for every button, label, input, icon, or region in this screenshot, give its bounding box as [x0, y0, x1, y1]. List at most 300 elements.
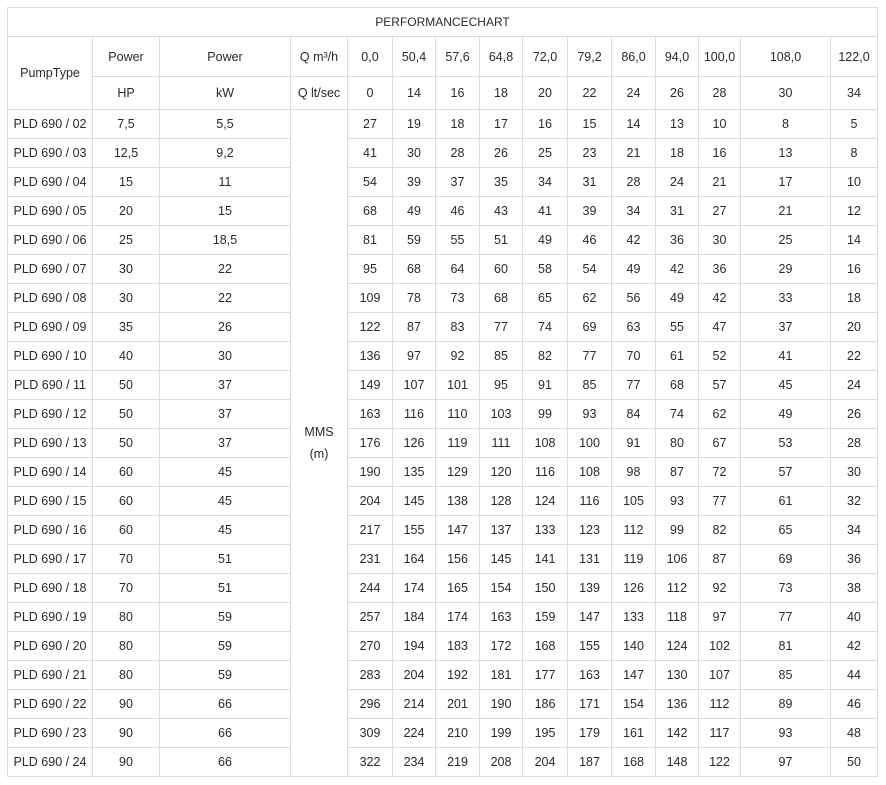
power-hp-cell: 60 — [93, 458, 160, 487]
head-value-cell: 57 — [699, 371, 741, 400]
head-value-cell: 122 — [348, 313, 393, 342]
head-value-cell: 46 — [436, 197, 480, 226]
head-value-cell: 179 — [568, 719, 612, 748]
power-hp-cell: 35 — [93, 313, 160, 342]
head-value-cell: 8 — [831, 139, 878, 168]
power-hp-cell: 80 — [93, 603, 160, 632]
head-value-cell: 95 — [348, 255, 393, 284]
head-value-cell: 29 — [741, 255, 831, 284]
head-value-cell: 101 — [436, 371, 480, 400]
power-hp-cell: 50 — [93, 400, 160, 429]
power-hp-cell: 7,5 — [93, 110, 160, 139]
head-value-cell: 82 — [699, 516, 741, 545]
head-value-cell: 85 — [741, 661, 831, 690]
head-value-cell: 184 — [393, 603, 436, 632]
head-value-cell: 48 — [831, 719, 878, 748]
q-m3h-header: Q m³/h — [291, 37, 348, 77]
head-value-cell: 99 — [656, 516, 699, 545]
power-kw-cell: 22 — [160, 284, 291, 313]
pump-type-cell: PLD 690 / 21 — [8, 661, 93, 690]
head-value-cell: 51 — [480, 226, 523, 255]
head-value-cell: 309 — [348, 719, 393, 748]
table-row — [8, 110, 878, 139]
head-value-cell: 163 — [568, 661, 612, 690]
head-value-cell: 204 — [348, 487, 393, 516]
q-lsec-value: 18 — [480, 77, 523, 110]
q-m3h-value: 122,0 — [831, 37, 878, 77]
table-row — [8, 284, 878, 313]
head-value-cell: 145 — [393, 487, 436, 516]
table-row — [8, 197, 878, 226]
head-value-cell: 65 — [523, 284, 568, 313]
power-kw-cell: 37 — [160, 429, 291, 458]
pump-type-cell: PLD 690 / 19 — [8, 603, 93, 632]
head-value-cell: 42 — [612, 226, 656, 255]
pump-type-cell: PLD 690 / 03 — [8, 139, 93, 168]
q-lsec-value: 26 — [656, 77, 699, 110]
head-value-cell: 62 — [568, 284, 612, 313]
head-value-cell: 49 — [741, 400, 831, 429]
head-value-cell: 18 — [436, 110, 480, 139]
table-row — [8, 342, 878, 371]
head-value-cell: 42 — [699, 284, 741, 313]
q-lsec-value: 0 — [348, 77, 393, 110]
power-kw-cell: 45 — [160, 458, 291, 487]
power-kw-cell: 5,5 — [160, 110, 291, 139]
head-value-cell: 187 — [568, 748, 612, 777]
head-value-cell: 117 — [699, 719, 741, 748]
head-value-cell: 163 — [348, 400, 393, 429]
power-kw-cell: 37 — [160, 371, 291, 400]
head-value-cell: 93 — [741, 719, 831, 748]
power-hp-cell: 90 — [93, 748, 160, 777]
head-value-cell: 224 — [393, 719, 436, 748]
head-value-cell: 31 — [656, 197, 699, 226]
head-value-cell: 55 — [436, 226, 480, 255]
performance-table-body — [8, 110, 878, 777]
table-row — [8, 661, 878, 690]
head-value-cell: 46 — [568, 226, 612, 255]
head-value-cell: 139 — [568, 574, 612, 603]
head-value-cell: 165 — [436, 574, 480, 603]
head-value-cell: 16 — [831, 255, 878, 284]
head-value-cell: 18 — [656, 139, 699, 168]
kw-unit-header: kW — [160, 77, 291, 110]
power-hp-cell: 90 — [93, 690, 160, 719]
power-hp-header: Power — [93, 37, 160, 77]
head-value-cell: 217 — [348, 516, 393, 545]
pump-type-cell: PLD 690 / 09 — [8, 313, 93, 342]
q-m3h-value: 108,0 — [741, 37, 831, 77]
head-value-cell: 107 — [699, 661, 741, 690]
head-value-cell: 35 — [480, 168, 523, 197]
head-value-cell: 64 — [436, 255, 480, 284]
head-value-cell: 62 — [699, 400, 741, 429]
pump-type-cell: PLD 690 / 18 — [8, 574, 93, 603]
head-value-cell: 148 — [656, 748, 699, 777]
power-kw-cell: 9,2 — [160, 139, 291, 168]
head-value-cell: 105 — [612, 487, 656, 516]
head-value-cell: 5 — [831, 110, 878, 139]
head-value-cell: 69 — [741, 545, 831, 574]
head-value-cell: 87 — [699, 545, 741, 574]
power-kw-cell: 18,5 — [160, 226, 291, 255]
head-value-cell: 171 — [568, 690, 612, 719]
head-value-cell: 40 — [831, 603, 878, 632]
pump-type-cell: PLD 690 / 10 — [8, 342, 93, 371]
head-value-cell: 147 — [612, 661, 656, 690]
head-value-cell: 37 — [741, 313, 831, 342]
head-value-cell: 133 — [523, 516, 568, 545]
q-lsec-value: 24 — [612, 77, 656, 110]
pump-type-cell: PLD 690 / 15 — [8, 487, 93, 516]
head-value-cell: 68 — [480, 284, 523, 313]
head-value-cell: 99 — [523, 400, 568, 429]
head-value-cell: 84 — [612, 400, 656, 429]
head-value-cell: 172 — [480, 632, 523, 661]
head-value-cell: 16 — [699, 139, 741, 168]
head-value-cell: 168 — [612, 748, 656, 777]
power-kw-cell: 45 — [160, 516, 291, 545]
head-value-cell: 176 — [348, 429, 393, 458]
head-value-cell: 34 — [612, 197, 656, 226]
head-value-cell: 36 — [831, 545, 878, 574]
head-value-cell: 60 — [480, 255, 523, 284]
power-kw-cell: 22 — [160, 255, 291, 284]
power-kw-header: Power — [160, 37, 291, 77]
head-value-cell: 49 — [393, 197, 436, 226]
head-value-cell: 36 — [656, 226, 699, 255]
head-value-cell: 31 — [568, 168, 612, 197]
head-value-cell: 181 — [480, 661, 523, 690]
head-value-cell: 130 — [656, 661, 699, 690]
table-row — [8, 168, 878, 197]
pump-type-cell: PLD 690 / 05 — [8, 197, 93, 226]
head-value-cell: 81 — [348, 226, 393, 255]
head-value-cell: 159 — [523, 603, 568, 632]
head-value-cell: 50 — [831, 748, 878, 777]
head-value-cell: 30 — [699, 226, 741, 255]
table-row — [8, 574, 878, 603]
head-value-cell: 36 — [699, 255, 741, 284]
head-value-cell: 91 — [612, 429, 656, 458]
table-row — [8, 516, 878, 545]
head-value-cell: 108 — [568, 458, 612, 487]
head-value-cell: 283 — [348, 661, 393, 690]
table-row — [8, 313, 878, 342]
power-kw-cell: 59 — [160, 661, 291, 690]
head-value-cell: 87 — [393, 313, 436, 342]
pump-type-cell: PLD 690 / 23 — [8, 719, 93, 748]
head-value-cell: 61 — [741, 487, 831, 516]
power-hp-cell: 30 — [93, 255, 160, 284]
head-value-cell: 37 — [436, 168, 480, 197]
head-value-cell: 30 — [831, 458, 878, 487]
head-value-cell: 137 — [480, 516, 523, 545]
head-value-cell: 126 — [393, 429, 436, 458]
q-lsec-value: 30 — [741, 77, 831, 110]
head-value-cell: 41 — [523, 197, 568, 226]
table-row — [8, 429, 878, 458]
head-value-cell: 103 — [480, 400, 523, 429]
performance-chart-container — [7, 7, 877, 777]
head-value-cell: 110 — [436, 400, 480, 429]
head-value-cell: 270 — [348, 632, 393, 661]
head-value-cell: 116 — [523, 458, 568, 487]
head-value-cell: 26 — [831, 400, 878, 429]
head-value-cell: 122 — [699, 748, 741, 777]
head-value-cell: 42 — [831, 632, 878, 661]
head-value-cell: 43 — [480, 197, 523, 226]
power-kw-cell: 59 — [160, 603, 291, 632]
power-kw-cell: 45 — [160, 487, 291, 516]
head-value-cell: 154 — [480, 574, 523, 603]
head-value-cell: 208 — [480, 748, 523, 777]
head-value-cell: 109 — [348, 284, 393, 313]
head-value-cell: 21 — [612, 139, 656, 168]
head-value-cell: 112 — [656, 574, 699, 603]
head-value-cell: 128 — [480, 487, 523, 516]
head-value-cell: 53 — [741, 429, 831, 458]
q-m3h-value: 100,0 — [699, 37, 741, 77]
head-value-cell: 174 — [436, 603, 480, 632]
power-kw-cell: 66 — [160, 748, 291, 777]
head-value-cell: 17 — [741, 168, 831, 197]
head-value-cell: 74 — [656, 400, 699, 429]
power-hp-cell: 60 — [93, 516, 160, 545]
head-value-cell: 257 — [348, 603, 393, 632]
head-value-cell: 34 — [831, 516, 878, 545]
pump-type-cell: PLD 690 / 14 — [8, 458, 93, 487]
q-m3h-value: 57,6 — [436, 37, 480, 77]
head-value-cell: 194 — [393, 632, 436, 661]
head-value-cell: 112 — [699, 690, 741, 719]
head-value-cell: 58 — [523, 255, 568, 284]
table-row — [8, 458, 878, 487]
head-value-cell: 25 — [523, 139, 568, 168]
head-value-cell: 195 — [523, 719, 568, 748]
head-value-cell: 26 — [480, 139, 523, 168]
head-value-cell: 244 — [348, 574, 393, 603]
mms-unit-label: (m) — [309, 447, 329, 461]
mms-unit-cell — [291, 110, 348, 777]
table-row — [8, 632, 878, 661]
head-value-cell: 89 — [741, 690, 831, 719]
head-value-cell: 78 — [393, 284, 436, 313]
head-value-cell: 34 — [523, 168, 568, 197]
q-m3h-value: 64,8 — [480, 37, 523, 77]
head-value-cell: 80 — [656, 429, 699, 458]
head-value-cell: 68 — [348, 197, 393, 226]
head-value-cell: 135 — [393, 458, 436, 487]
table-row — [8, 255, 878, 284]
power-kw-cell: 15 — [160, 197, 291, 226]
power-hp-cell: 70 — [93, 545, 160, 574]
head-value-cell: 155 — [568, 632, 612, 661]
head-value-cell: 70 — [612, 342, 656, 371]
head-value-cell: 49 — [612, 255, 656, 284]
head-value-cell: 24 — [831, 371, 878, 400]
power-hp-cell: 60 — [93, 487, 160, 516]
head-value-cell: 201 — [436, 690, 480, 719]
head-value-cell: 133 — [612, 603, 656, 632]
head-value-cell: 138 — [436, 487, 480, 516]
head-value-cell: 154 — [612, 690, 656, 719]
head-value-cell: 54 — [348, 168, 393, 197]
head-value-cell: 77 — [480, 313, 523, 342]
q-lsec-header: Q lt/sec — [291, 77, 348, 110]
head-value-cell: 118 — [656, 603, 699, 632]
head-value-cell: 28 — [436, 139, 480, 168]
head-value-cell: 10 — [699, 110, 741, 139]
head-value-cell: 25 — [741, 226, 831, 255]
head-value-cell: 141 — [523, 545, 568, 574]
head-value-cell: 296 — [348, 690, 393, 719]
head-value-cell: 69 — [568, 313, 612, 342]
head-value-cell: 155 — [393, 516, 436, 545]
head-value-cell: 108 — [523, 429, 568, 458]
head-value-cell: 77 — [568, 342, 612, 371]
head-value-cell: 65 — [741, 516, 831, 545]
head-value-cell: 38 — [831, 574, 878, 603]
head-value-cell: 102 — [699, 632, 741, 661]
table-row — [8, 545, 878, 574]
head-value-cell: 27 — [348, 110, 393, 139]
pump-type-cell: PLD 690 / 12 — [8, 400, 93, 429]
head-value-cell: 168 — [523, 632, 568, 661]
head-value-cell: 123 — [568, 516, 612, 545]
head-value-cell: 28 — [831, 429, 878, 458]
pump-type-cell: PLD 690 / 24 — [8, 748, 93, 777]
head-value-cell: 73 — [741, 574, 831, 603]
head-value-cell: 14 — [831, 226, 878, 255]
head-value-cell: 45 — [741, 371, 831, 400]
head-value-cell: 163 — [480, 603, 523, 632]
head-value-cell: 49 — [523, 226, 568, 255]
table-row — [8, 487, 878, 516]
head-value-cell: 13 — [656, 110, 699, 139]
head-value-cell: 77 — [699, 487, 741, 516]
power-hp-cell: 15 — [93, 168, 160, 197]
head-value-cell: 8 — [741, 110, 831, 139]
head-value-cell: 210 — [436, 719, 480, 748]
head-value-cell: 98 — [612, 458, 656, 487]
pump-type-cell: PLD 690 / 07 — [8, 255, 93, 284]
head-value-cell: 161 — [612, 719, 656, 748]
power-hp-cell: 90 — [93, 719, 160, 748]
performance-chart-table — [7, 7, 878, 777]
head-value-cell: 214 — [393, 690, 436, 719]
head-value-cell: 33 — [741, 284, 831, 313]
pump-type-cell: PLD 690 / 08 — [8, 284, 93, 313]
head-value-cell: 72 — [699, 458, 741, 487]
head-value-cell: 59 — [393, 226, 436, 255]
q-m3h-value: 86,0 — [612, 37, 656, 77]
head-value-cell: 199 — [480, 719, 523, 748]
q-m3h-value: 72,0 — [523, 37, 568, 77]
head-value-cell: 52 — [699, 342, 741, 371]
head-value-cell: 192 — [436, 661, 480, 690]
head-value-cell: 77 — [612, 371, 656, 400]
power-kw-cell: 51 — [160, 574, 291, 603]
pump-type-cell: PLD 690 / 13 — [8, 429, 93, 458]
table-row — [8, 748, 878, 777]
head-value-cell: 95 — [480, 371, 523, 400]
q-m3h-value: 0,0 — [348, 37, 393, 77]
head-value-cell: 106 — [656, 545, 699, 574]
head-value-cell: 39 — [393, 168, 436, 197]
pump-type-cell: PLD 690 / 22 — [8, 690, 93, 719]
head-value-cell: 116 — [568, 487, 612, 516]
head-value-cell: 81 — [741, 632, 831, 661]
head-value-cell: 73 — [436, 284, 480, 313]
head-value-cell: 107 — [393, 371, 436, 400]
head-value-cell: 18 — [831, 284, 878, 313]
power-kw-cell: 59 — [160, 632, 291, 661]
head-value-cell: 24 — [656, 168, 699, 197]
power-kw-cell: 66 — [160, 690, 291, 719]
head-value-cell: 111 — [480, 429, 523, 458]
head-value-cell: 97 — [741, 748, 831, 777]
head-value-cell: 67 — [699, 429, 741, 458]
head-value-cell: 39 — [568, 197, 612, 226]
hp-unit-header: HP — [93, 77, 160, 110]
head-value-cell: 231 — [348, 545, 393, 574]
power-kw-cell: 37 — [160, 400, 291, 429]
pump-type-cell: PLD 690 / 16 — [8, 516, 93, 545]
head-value-cell: 97 — [699, 603, 741, 632]
head-value-cell: 145 — [480, 545, 523, 574]
mms-label: MMS — [304, 425, 334, 439]
table-row — [8, 690, 878, 719]
head-value-cell: 17 — [480, 110, 523, 139]
head-value-cell: 83 — [436, 313, 480, 342]
table-row — [8, 371, 878, 400]
power-hp-cell: 80 — [93, 661, 160, 690]
head-value-cell: 10 — [831, 168, 878, 197]
q-m3h-value: 94,0 — [656, 37, 699, 77]
pump-type-header: PumpType — [8, 37, 93, 110]
head-value-cell: 92 — [436, 342, 480, 371]
power-kw-cell: 51 — [160, 545, 291, 574]
head-value-cell: 147 — [436, 516, 480, 545]
head-value-cell: 91 — [523, 371, 568, 400]
head-value-cell: 41 — [348, 139, 393, 168]
pump-type-cell: PLD 690 / 04 — [8, 168, 93, 197]
head-value-cell: 74 — [523, 313, 568, 342]
head-value-cell: 156 — [436, 545, 480, 574]
head-value-cell: 23 — [568, 139, 612, 168]
power-hp-cell: 50 — [93, 371, 160, 400]
power-hp-cell: 20 — [93, 197, 160, 226]
table-row — [8, 400, 878, 429]
head-value-cell: 19 — [393, 110, 436, 139]
power-hp-cell: 12,5 — [93, 139, 160, 168]
head-value-cell: 204 — [393, 661, 436, 690]
head-value-cell: 46 — [831, 690, 878, 719]
q-lsec-value: 28 — [699, 77, 741, 110]
head-value-cell: 32 — [831, 487, 878, 516]
pump-type-cell: PLD 690 / 20 — [8, 632, 93, 661]
head-value-cell: 85 — [568, 371, 612, 400]
head-value-cell: 129 — [436, 458, 480, 487]
head-value-cell: 28 — [612, 168, 656, 197]
head-value-cell: 131 — [568, 545, 612, 574]
head-value-cell: 87 — [656, 458, 699, 487]
head-value-cell: 42 — [656, 255, 699, 284]
pump-type-cell: PLD 690 / 17 — [8, 545, 93, 574]
table-row — [8, 226, 878, 255]
